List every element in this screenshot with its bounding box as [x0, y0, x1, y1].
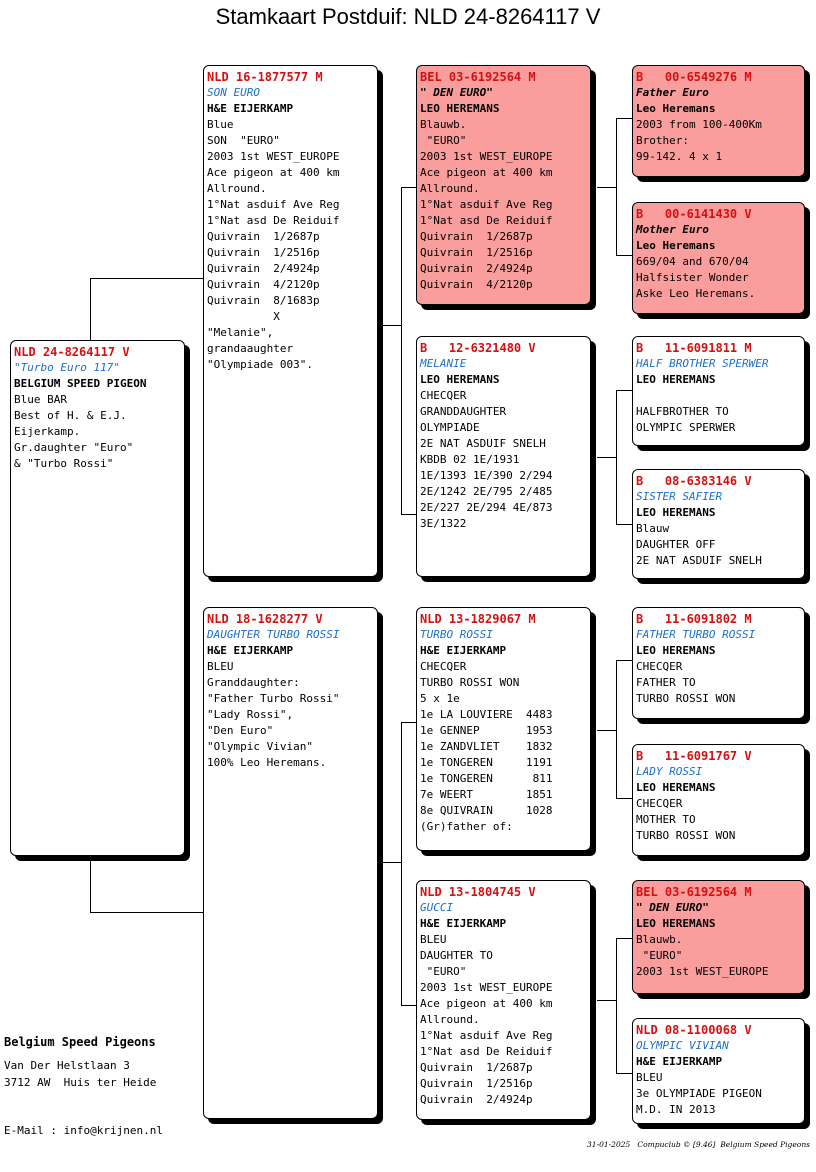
description-line: DAUGHTER TO — [420, 949, 493, 962]
ring-number: B 11-6091811 M — [636, 341, 752, 355]
pigeon-name: TURBO ROSSI — [420, 628, 493, 641]
owner-name: Leo Heremans — [636, 102, 716, 115]
pedigree-card-fmf — [632, 336, 805, 446]
connector-line — [616, 255, 633, 256]
pedigree-card-father — [203, 65, 378, 577]
owner-name: H&E EIJERKAMP — [207, 102, 294, 115]
footer-address-line1: Van Der Helstlaan 3 — [4, 1059, 130, 1072]
pigeon-name: DAUGHTER TURBO ROSSI — [207, 628, 340, 641]
description-line: Quivrain 1/2687p — [207, 230, 320, 243]
description-line: GRANDDAUGHTER — [420, 405, 507, 418]
description-line: 2003 1st WEST_EUROPE — [207, 150, 340, 163]
description-line: Eijerkamp. — [14, 425, 81, 438]
pigeon-description — [636, 659, 801, 707]
description-line: 1°Nat asduif Ave Reg — [207, 198, 340, 211]
description-line: 2003 1st WEST_EUROPE — [420, 981, 553, 994]
description-line: 669/04 and 670/04 — [636, 255, 749, 268]
description-line: CHECQER — [636, 797, 683, 810]
description-line: Quivrain 1/2516p — [420, 1077, 533, 1090]
connector-line — [616, 938, 617, 1073]
pedigree-card-father-father — [416, 65, 591, 305]
pigeon-name: LADY ROSSI — [636, 765, 703, 778]
description-line: "Olympiade 003". — [207, 358, 313, 371]
pigeon-description — [14, 392, 181, 472]
ring-number: NLD 18-1628277 V — [207, 612, 323, 626]
description-line: M.D. IN 2013 — [636, 1103, 716, 1116]
description-line: OLYMPIC SPERWER — [636, 421, 736, 434]
ring-number: NLD 24-8264117 V — [14, 345, 130, 359]
description-line: 1e ZANDVLIET 1832 — [420, 740, 553, 753]
description-line: Best of H. & E.J. — [14, 409, 127, 422]
connector-line — [383, 325, 401, 326]
pedigree-card-mmm — [632, 1018, 805, 1124]
description-line: Allround. — [420, 182, 480, 195]
description-line: Blauwb. — [420, 118, 467, 131]
description-line: SON "EURO" — [207, 134, 280, 147]
description-line: 1°Nat asduif Ave Reg — [420, 198, 553, 211]
description-line: Blauwb. — [636, 933, 683, 946]
pedigree-card-mother — [203, 607, 378, 1119]
description-line: 2003 1st WEST_EUROPE — [420, 150, 553, 163]
description-line: Quivrain 1/2687p — [420, 1061, 533, 1074]
description-line: Quivrain 2/4924p — [207, 262, 320, 275]
description-line: 2E NAT ASDUIF SNELH — [420, 437, 546, 450]
description-line: "Den Euro" — [207, 724, 274, 737]
pigeon-name: MELANIE — [420, 357, 467, 370]
pigeon-description — [420, 388, 587, 532]
ring-number: B 12-6321480 V — [420, 341, 536, 355]
description-line: "EURO" — [636, 949, 683, 962]
description-line: 7e WEERT 1851 — [420, 788, 553, 801]
connector-line — [616, 660, 617, 798]
pedigree-card-father-mother — [416, 336, 591, 577]
owner-name: LEO HEREMANS — [636, 373, 716, 386]
description-line: Quivrain 4/2120p — [420, 278, 533, 291]
ring-number: B 11-6091767 V — [636, 749, 752, 763]
ring-number: NLD 16-1877577 M — [207, 70, 323, 84]
description-line: MOTHER TO — [636, 813, 696, 826]
description-line: 99-142. 4 x 1 — [636, 150, 723, 163]
pigeon-description — [207, 117, 374, 373]
connector-line — [401, 722, 402, 1005]
description-line: & "Turbo Rossi" — [14, 457, 114, 470]
connector-line — [401, 187, 417, 188]
description-line: Quivrain 1/2516p — [420, 246, 533, 259]
footer-address-line2: 3712 AW Huis ter Heide — [4, 1076, 157, 1089]
description-line: 1e TONGEREN 811 — [420, 772, 553, 785]
description-line: Quivrain 8/1683p — [207, 294, 320, 307]
description-line: CHECQER — [420, 660, 467, 673]
connector-line — [597, 187, 616, 188]
description-line — [636, 388, 801, 404]
description-line: Quivrain 1/2516p — [207, 246, 320, 259]
connector-line — [383, 862, 401, 863]
connector-line — [90, 856, 91, 912]
description-line: "Father Turbo Rossi" — [207, 692, 340, 705]
connector-line — [401, 187, 402, 514]
connector-line — [401, 1005, 417, 1006]
pigeon-description — [636, 521, 801, 569]
description-line: 3E/1322 — [420, 517, 467, 530]
description-line: 1°Nat asd De Reiduif — [207, 214, 340, 227]
owner-name: LEO HEREMANS — [636, 644, 716, 657]
description-line: 2003 from 100-400Km — [636, 118, 762, 131]
description-line: HALFBROTHER TO — [636, 405, 729, 418]
description-line: Aske Leo Heremans. — [636, 287, 756, 300]
description-line: Blue BAR — [14, 393, 67, 406]
description-line: FATHER TO — [636, 676, 696, 689]
description-line: 1E/1393 1E/390 2/294 — [420, 469, 553, 482]
description-line: 3e OLYMPIADE PIGEON — [636, 1087, 762, 1100]
description-line: KBDB 02 1E/1931 — [420, 453, 520, 466]
connector-line — [90, 278, 91, 340]
connector-line — [616, 660, 633, 661]
description-line: Blauw — [636, 522, 670, 535]
description-line: Quivrain 1/2687p — [420, 230, 533, 243]
connector-line — [616, 798, 633, 799]
description-line: Ace pigeon at 400 km — [420, 166, 553, 179]
pigeon-name: HALF BROTHER SPERWER — [636, 357, 769, 370]
description-line: 5 x 1e — [420, 692, 460, 705]
connector-line — [616, 938, 633, 939]
description-line: X — [207, 310, 280, 323]
connector-line — [90, 278, 204, 279]
description-line: "Melanie", — [207, 326, 274, 339]
description-line: 1°Nat asduif Ave Reg — [420, 1029, 553, 1042]
pigeon-name: FATHER TURBO ROSSI — [636, 628, 756, 641]
ring-number: B 00-6141430 V — [636, 207, 752, 221]
description-line: (Gr)father of: — [420, 820, 513, 833]
description-line: 2003 1st WEST_EUROPE — [636, 965, 769, 978]
description-line: Ace pigeon at 400 km — [207, 166, 340, 179]
ring-number: B 00-6549276 M — [636, 70, 752, 84]
description-line: grandaaughter — [207, 342, 294, 355]
pigeon-name: SISTER SAFIER — [636, 490, 723, 503]
description-line: 1°Nat asd De Reiduif — [420, 1045, 553, 1058]
owner-name: H&E EIJERKAMP — [420, 644, 507, 657]
description-line: TURBO ROSSI WON — [636, 829, 736, 842]
connector-line — [597, 730, 616, 731]
ring-number: BEL 03-6192564 M — [636, 885, 752, 899]
description-line: Allround. — [420, 1013, 480, 1026]
pedigree-card-mmf — [632, 880, 805, 994]
pigeon-description — [420, 659, 587, 835]
ring-number: B 08-6383146 V — [636, 474, 752, 488]
connector-line — [597, 457, 616, 458]
description-line: "Lady Rossi", — [207, 708, 294, 721]
description-line: Quivrain 4/2120p — [207, 278, 320, 291]
owner-name: LEO HEREMANS — [420, 102, 500, 115]
description-line: TURBO ROSSI WON — [420, 676, 520, 689]
pigeon-name: " DEN EURO" — [636, 901, 709, 914]
description-line: Allround. — [207, 182, 267, 195]
description-line: Quivrain 2/4924p — [420, 1093, 533, 1106]
pigeon-description — [420, 932, 587, 1108]
pigeon-name: "Turbo Euro 117" — [14, 361, 120, 374]
pigeon-description — [636, 388, 801, 436]
owner-name: LEO HEREMANS — [636, 781, 716, 794]
connector-line — [616, 118, 617, 255]
description-line: CHECQER — [420, 389, 467, 402]
print-stamp: 31-01-2025 Compuclub © [9.46] Belgium Speed Pigeons — [587, 1140, 810, 1149]
pedigree-card-mff — [632, 607, 805, 719]
description-line: 2E/227 2E/294 4E/873 — [420, 501, 553, 514]
description-line: CHECQER — [636, 660, 683, 673]
connector-line — [616, 1073, 633, 1074]
description-line: Ace pigeon at 400 km — [420, 997, 553, 1010]
description-line: BLEU — [636, 1071, 663, 1084]
ring-number: NLD 13-1829067 M — [420, 612, 536, 626]
description-line: "EURO" — [420, 134, 467, 147]
footer-email: E-Mail : info@krijnen.nl — [4, 1124, 163, 1137]
description-line: TURBO ROSSI WON — [636, 692, 736, 705]
description-line: Quivrain 2/4924p — [420, 262, 533, 275]
pigeon-name: GUCCI — [420, 901, 454, 914]
page-title: Stamkaart Postduif: NLD 24-8264117 V — [215, 4, 601, 29]
owner-name: Leo Heremans — [636, 239, 716, 252]
description-line: 1e TONGEREN 1191 — [420, 756, 553, 769]
description-line: 1°Nat asd De Reiduif — [420, 214, 553, 227]
owner-name: BELGIUM SPEED PIGEON — [14, 377, 147, 390]
owner-name: LEO HEREMANS — [636, 506, 716, 519]
owner-name: LEO HEREMANS — [636, 917, 716, 930]
ring-number: NLD 13-1804745 V — [420, 885, 536, 899]
pigeon-name: Mother Euro — [636, 223, 709, 236]
description-line: BLEU — [420, 933, 447, 946]
ring-number: BEL 03-6192564 M — [420, 70, 536, 84]
pigeon-name: " DEN EURO" — [420, 86, 493, 99]
pigeon-description — [636, 254, 801, 302]
pigeon-description — [636, 796, 801, 844]
description-line: 100% Leo Heremans. — [207, 756, 327, 769]
connector-line — [597, 1000, 616, 1001]
pedigree-card-fmm — [632, 469, 805, 579]
ring-number: B 11-6091802 M — [636, 612, 752, 626]
ring-number: NLD 08-1100068 V — [636, 1023, 752, 1037]
connector-line — [616, 390, 617, 524]
pigeon-description — [636, 117, 801, 165]
owner-name: LEO HEREMANS — [420, 373, 500, 386]
description-line: Gr.daughter "Euro" — [14, 441, 134, 454]
pedigree-card-subject — [10, 340, 185, 856]
pigeon-name: OLYMPIC VIVIAN — [636, 1039, 729, 1052]
pedigree-card-fff — [632, 65, 805, 177]
pigeon-name: Father Euro — [636, 86, 709, 99]
connector-line — [616, 390, 633, 391]
description-line: "EURO" — [420, 965, 467, 978]
description-line: DAUGHTER OFF — [636, 538, 716, 551]
description-line: Granddaughter: — [207, 676, 300, 689]
owner-name: H&E EIJERKAMP — [420, 917, 507, 930]
description-line: 1e GENNEP 1953 — [420, 724, 553, 737]
connector-line — [90, 912, 204, 913]
description-line: 2E/1242 2E/795 2/485 — [420, 485, 553, 498]
description-line: BLEU — [207, 660, 234, 673]
description-line: "Olympic Vivian" — [207, 740, 313, 753]
pigeon-description — [636, 1070, 801, 1118]
footer-company: Belgium Speed Pigeons — [4, 1035, 156, 1049]
connector-line — [616, 524, 633, 525]
description-line: 8e QUIVRAIN 1028 — [420, 804, 553, 817]
pedigree-card-mother-father — [416, 607, 591, 851]
owner-name: H&E EIJERKAMP — [636, 1055, 723, 1068]
description-line: 1e LA LOUVIERE 4483 — [420, 708, 553, 721]
connector-line — [616, 118, 633, 119]
connector-line — [401, 514, 417, 515]
description-line: Halfsister Wonder — [636, 271, 749, 284]
pedigree-card-mfm — [632, 744, 805, 856]
pedigree-card-mother-mother — [416, 880, 591, 1120]
pedigree-card-ffm — [632, 202, 805, 314]
connector-line — [401, 722, 417, 723]
description-line: 2E NAT ASDUIF SNELH — [636, 554, 762, 567]
description-line: OLYMPIADE — [420, 421, 480, 434]
owner-name: H&E EIJERKAMP — [207, 644, 294, 657]
description-line: Blue — [207, 118, 234, 131]
description-line: Brother: — [636, 134, 689, 147]
pigeon-description — [420, 117, 587, 293]
pigeon-description — [207, 659, 374, 771]
pigeon-name: SON EURO — [207, 86, 260, 99]
pigeon-description — [636, 932, 801, 980]
